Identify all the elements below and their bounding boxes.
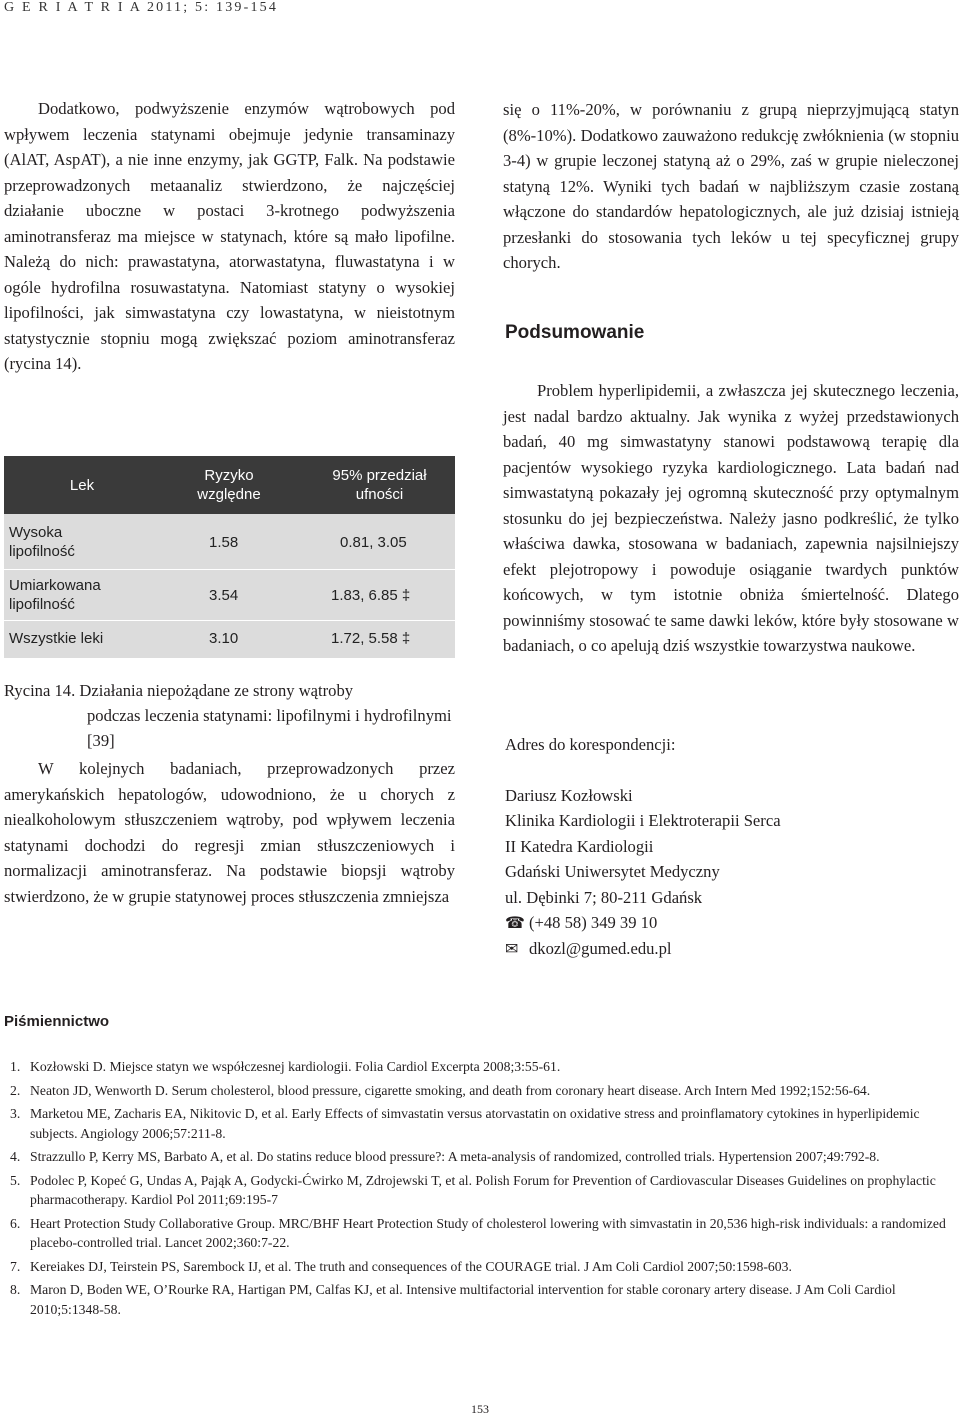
row-all-label: Wszystkie leki bbox=[9, 630, 104, 647]
header-drug: Lek bbox=[69, 477, 95, 494]
page-number: 153 bbox=[471, 1402, 489, 1416]
figure-caption bbox=[4, 678, 455, 753]
row-high-risk: 1.58 bbox=[209, 534, 239, 551]
right-paragraph-2: Problem hyperlipidemii, a zwłaszcza jej skutecznego leczenia, jest nadal bardzo aktualny. Jak wynika z wyżej przedstawionych badań, 40 mg simwastatyny stanowi podstawową terapię dla pacjentów wysokiego ryzyka kardiologicznego. Lata badań nad simwastatyną pokazały jej ogromną skuteczność przy optymalnym stosunku do jej bezpieczeństwa. Należy jasno podkreślić, że tylko właściwa dawka, stosowana w badaniach, zapewnia najsilniejszy efekt plejotropowy i powoduje osiąganie twardych punktów końcowych, w tym istotnie obniża śmiertelność. Dlatego powinniśmy stosować te same dawki leków, które były stosowane w badaniach, o co apelują dziś wszystkie towarzystwa naukowe. bbox=[503, 381, 959, 655]
caption-line-1: Działania niepożądane ze strony wątroby bbox=[79, 681, 354, 700]
right-column bbox=[503, 97, 959, 276]
phone-icon: ☎ bbox=[505, 913, 525, 932]
left-paragraph-2: W kolejnych badaniach, przeprowadzonych przez amerykańskich hepatologów, udowodniono, że u chorych z niealkoholowym stłuszczeniem wątroby, pod wpływem leczenia statynami dochodzi do regresji zmian stłuszczeniowych i normalizacji aminotransferaz. Na podstawie biopsji wątroby stwierdzono, że w grupie statynowej proces stłuszczenia zmniejsza bbox=[4, 759, 455, 906]
row-moderate-risk: 3.54 bbox=[209, 587, 239, 604]
header-risk: Ryzyko względne bbox=[197, 467, 261, 503]
reference-item: 3. Marketou ME, Zacharis EA, Nikitovic D, et al. Early Effects of simvastatin versus atorvastatin on oxidative stress and proinflamatory cytokines in hyperlipidemic subjects. Angiology 2006;57:211-8. bbox=[10, 1106, 920, 1141]
reference-item: 7. Kereiakes DJ, Teirstein PS, Sarembock IJ, et al. The truth and consequences of the COURAGE trial. J Am Coli Cardiol 2007;50:1598-603. bbox=[10, 1258, 792, 1274]
row-high-ci: 0.81, 3.05 bbox=[340, 534, 407, 551]
address-line-1: Klinika Kardiologii i Elektroterapii Serca bbox=[505, 811, 781, 830]
figure-table bbox=[4, 456, 455, 658]
row-high-label: Wysoka lipofilność bbox=[9, 524, 75, 560]
reference-item: 5. Podolec P, Kopeć G, Undas A, Pająk A, Godycki-Ćwirko M, Zdrojewski T, et al. Polish Forum for Prevention of Cardiovascular Diseases Guidelines on prophylactic pharmacotherapy. Kardiol Pol 2011;69:195-7 bbox=[10, 1172, 936, 1207]
reference-item: 4. Strazzullo P, Kerry MS, Barbato A, et al. Do statins reduce blood pressure?: A meta-analysis of randomized, controlled trials. Hypertension 2007;49:792-8. bbox=[10, 1149, 880, 1164]
left-paragraph-1: Dodatkowo, podwyższenie enzymów wątrobowych pod wpływem leczenia statynami obejmuje jedynie transaminazy (AlAT, AspAT), a nie inne enzymy, jak GGTP, Falk. Na podstawie przeprowadzonych metaanaliz stwierdzono, że najczęściej działanie uboczne w postaci 3-krotnego podwyższenia aminotransferaz ma miejsce w statynach, które są mało lipofilne. Należą do nich: prawastatyna, atorwastatyna, fluwastatyna i w ogóle hydrofilna rosuwastatyna. Natomiast statyny o wysokiej lipofilności, jak simwastatyna czy lowastatyna, w nieistotnym statystycznie stopniu mogą zwiększać poziom aminotransferaz (rycina 14). bbox=[4, 99, 455, 373]
address-phone-line bbox=[505, 910, 955, 936]
right-paragraph-1: się o 11%-20%, w porównaniu z grupą nieprzyjmującą statyn (8%-10%). Dodatkowo zauważono redukcję zwłóknienia (w stopniu 3-4) w grupie leczonej statyną aż o 29%, zaś w grupie nieleczonej statyną 12%. Wyniki tych badań w najbliższym czasie zostaną włączone do standardów hepatologicznych, ale już dzisiaj istnieją przesłanki do stosowania tych leków u tej specyficznej grupy chorych. bbox=[503, 100, 959, 272]
address-name: Dariusz Kozłowski bbox=[505, 785, 633, 805]
caption-rest: podczas leczenia statynami: lipofilnymi i hydrofilnymi [39] bbox=[87, 706, 452, 750]
references-title: Piśmiennictwo bbox=[4, 1013, 110, 1030]
reference-item: 6. Heart Protection Study Collaborative Group. MRC/BHF Heart Protection Study of cholesterol lowering with simvastatin in 20,536 high-risk individuals: a randomized placebo-controlled trial. Lancet 2002;360:7-22. bbox=[10, 1215, 946, 1250]
caption-label: Rycina 14. bbox=[4, 681, 76, 700]
address-phone: (+48 58) 349 39 10 bbox=[529, 913, 658, 932]
reference-item: 1. Kozłowski D. Miejsce statyn we współczesnej kardiologii. Folia Cardiol Excerpta 2008;3:55-61. bbox=[10, 1059, 561, 1074]
correspondence-address bbox=[505, 732, 955, 961]
left-column-lower bbox=[4, 756, 455, 909]
references-list bbox=[4, 1057, 959, 1323]
address-line-3: Gdański Uniwersytet Medyczny bbox=[505, 862, 720, 881]
address-email[interactable]: dkozl@gumed.edu.pl bbox=[529, 938, 672, 958]
section-title: Podsumowanie bbox=[505, 322, 645, 343]
row-moderate-label: Umiarkowana lipofilność bbox=[9, 577, 101, 613]
left-column bbox=[4, 96, 455, 377]
address-label: Adres do korespondencji: bbox=[505, 735, 676, 754]
figure-row-divider bbox=[4, 569, 455, 570]
address-line-2: II Katedra Kardiologii bbox=[505, 836, 654, 856]
running-head: G E R I A T R I A 2011; 5: 139-154 bbox=[4, 0, 279, 15]
email-icon: ✉ bbox=[505, 938, 519, 958]
address-line-4: ul. Dębinki 7; 80-211 Gdańsk bbox=[505, 887, 703, 907]
figure-row-divider bbox=[4, 620, 455, 621]
header-ci: 95% przedział ufności bbox=[332, 467, 427, 503]
row-moderate-ci: 1.83, 6.85 ‡ bbox=[331, 587, 411, 604]
reference-item: 8. Maron D, Boden WE, O’Rourke RA, Hartigan PM, Calfas KJ, et al. Intensive multifactorial intervention for stable coronary artery disease. J Am Coli Cardiol 2010;5:1348-58. bbox=[10, 1282, 896, 1317]
right-column-lower bbox=[503, 378, 959, 659]
row-all-risk: 3.10 bbox=[209, 630, 239, 647]
address-email-line bbox=[505, 936, 955, 962]
reference-item: 2. Neaton JD, Wenworth D. Serum cholesterol, blood pressure, cigarette smoking, and death from coronary heart disease. Arch Intern Med 1992;152:56-64. bbox=[10, 1082, 871, 1098]
row-all-ci: 1.72, 5.58 ‡ bbox=[331, 630, 411, 647]
